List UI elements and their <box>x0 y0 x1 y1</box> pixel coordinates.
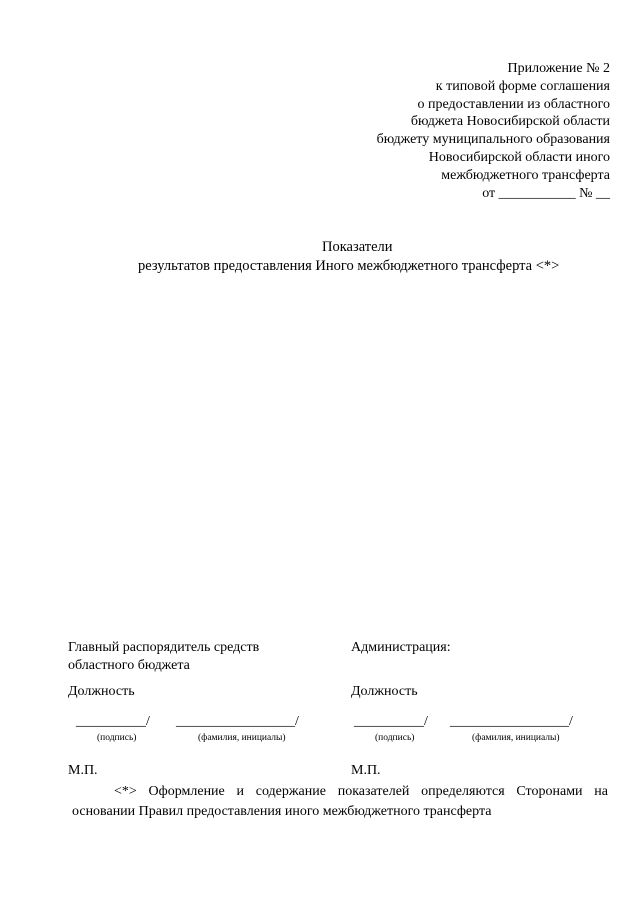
right-position-label: Должность <box>351 684 418 699</box>
right-signature-blank: __________/ <box>354 714 428 729</box>
appendix-line: Приложение № 2 <box>507 61 610 76</box>
left-name-caption: (фамилия, инициалы) <box>198 733 286 743</box>
appendix-line: о предоставлении из областного <box>417 96 610 112</box>
appendix-line: Новосибирской области иного <box>428 149 610 165</box>
left-signature-caption: (подпись) <box>97 733 137 743</box>
left-seal-label: М.П. <box>68 763 98 778</box>
appendix-line: бюджету муниципального образования <box>376 132 610 148</box>
appendix-header <box>330 60 610 202</box>
right-party-heading <box>351 639 611 657</box>
right-party-heading-line-1: Администрация: <box>351 640 451 655</box>
left-party-heading-line-2: областного бюджета <box>68 658 190 673</box>
footnote-line-1: <*> Оформление и содержание показателей определяются Сторонами на <box>114 784 608 799</box>
appendix-line: к типовой форме соглашения <box>435 78 610 94</box>
left-name-blank: _________________/ <box>176 714 299 729</box>
left-party-heading <box>68 639 328 675</box>
appendix-line: межбюджетного трансферта <box>441 167 610 183</box>
right-seal-label: М.П. <box>351 763 381 778</box>
footnote-line-2: основании Правил предоставления иного межбюджетного трансферта <box>72 804 492 819</box>
right-name-blank: _________________/ <box>450 714 573 729</box>
title-line-2: результатов предоставления Иного межбюджетного трансферта <*> <box>138 258 560 274</box>
appendix-line: бюджета Новосибирской области <box>410 114 610 130</box>
footnote <box>72 782 608 822</box>
right-signature-caption: (подпись) <box>375 733 415 743</box>
appendix-date-number-line: от ___________ № __ <box>482 185 610 201</box>
left-party-heading-line-1: Главный распорядитель средств <box>68 640 260 655</box>
left-position-label: Должность <box>68 684 135 699</box>
left-signature-blank: __________/ <box>76 714 150 729</box>
right-name-caption: (фамилия, инициалы) <box>472 733 560 743</box>
title-line-1: Показатели <box>322 239 393 255</box>
